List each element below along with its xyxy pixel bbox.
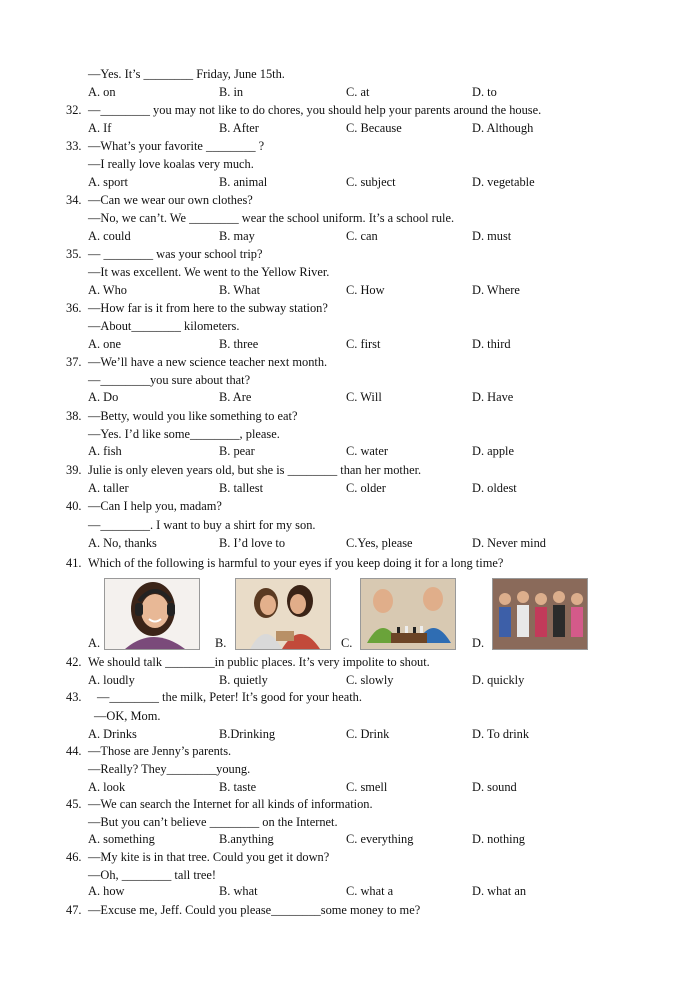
boys-playing-chess-photo <box>360 578 456 650</box>
option-d: D. Although <box>472 121 534 135</box>
option-d: D. to <box>472 85 497 99</box>
option-c: C.Yes, please <box>346 536 413 550</box>
option-b: B. After <box>219 121 259 135</box>
option-d: D. vegetable <box>472 175 535 189</box>
option-c: C. smell <box>346 780 388 794</box>
question-number: 37. <box>66 355 82 369</box>
option-a: A. Who <box>88 283 128 297</box>
option-b: B. Are <box>219 390 252 404</box>
option-a-label: A. <box>88 636 101 650</box>
option-c: C. subject <box>346 175 396 189</box>
option-c: C. everything <box>346 832 414 846</box>
option-c: C. older <box>346 481 386 495</box>
option-d: D. Never mind <box>472 536 546 550</box>
question-number: 40. <box>66 499 82 513</box>
option-a: A. look <box>88 780 126 794</box>
option-b-label: B. <box>215 636 227 650</box>
option-a: A. on <box>88 85 116 99</box>
option-a: A. fish <box>88 444 122 458</box>
option-a: A. Drinks <box>88 727 137 741</box>
option-a: A. taller <box>88 481 129 495</box>
option-c: C. Will <box>346 390 382 404</box>
option-c-label: C. <box>341 636 353 650</box>
option-b: B. tallest <box>219 481 264 495</box>
option-c: C. first <box>346 337 381 351</box>
option-d: D. nothing <box>472 832 526 846</box>
option-a: A. No, thanks <box>88 536 157 550</box>
question-number: 43. <box>66 690 82 704</box>
option-c: C. Because <box>346 121 402 135</box>
question-number: 34. <box>66 193 82 207</box>
option-d: D. quickly <box>472 673 525 687</box>
option-c: C. Drink <box>346 727 390 741</box>
question-number: 39. <box>66 463 82 477</box>
girl-with-headphones-photo <box>104 578 200 650</box>
question-number: 32. <box>66 103 82 117</box>
option-a: A. If <box>88 121 112 135</box>
option-b: B. animal <box>219 175 268 189</box>
option-a: A. how <box>88 884 125 898</box>
option-c: C. water <box>346 444 388 458</box>
question-number: 44. <box>66 744 82 758</box>
question-number: 33. <box>66 139 82 153</box>
option-b: B. in <box>219 85 244 99</box>
option-b: B. three <box>219 337 259 351</box>
question-number: 41. <box>66 556 82 570</box>
option-c: C. can <box>346 229 378 243</box>
option-b: B.Drinking <box>219 727 276 741</box>
option-b: B. may <box>219 229 255 243</box>
question-number: 45. <box>66 797 82 811</box>
option-b: B.anything <box>219 832 274 846</box>
question-number: 47. <box>66 903 82 917</box>
friends-chatting-photo <box>235 578 331 650</box>
option-c: C. slowly <box>346 673 394 687</box>
question-number: 38. <box>66 409 82 423</box>
option-a: A. loudly <box>88 673 135 687</box>
option-b: B. pear <box>219 444 255 458</box>
option-a: A. sport <box>88 175 128 189</box>
option-d: D. must <box>472 229 512 243</box>
option-d: D. third <box>472 337 511 351</box>
option-d: D. To drink <box>472 727 530 741</box>
option-c: C. at <box>346 85 370 99</box>
option-d: D. what an <box>472 884 527 898</box>
question-number: 35. <box>66 247 82 261</box>
question-number: 36. <box>66 301 82 315</box>
option-a: A. one <box>88 337 122 351</box>
option-d: D. sound <box>472 780 517 794</box>
option-a: A. could <box>88 229 131 243</box>
option-b: B. taste <box>219 780 257 794</box>
option-a: A. something <box>88 832 155 846</box>
option-c: C. what a <box>346 884 394 898</box>
exam-page: —Yes. It’s ________ Friday, June 15th. A. on B. in C. at D. to 32. —________ you may not like to do chores, you should help your parents around the house. A. If B. After C. Because D. Although 33. —What’s your favorite ________ ? —I really love koalas very much. A. sport B. animal C. subject D. vegetable 34. —Can we wear our own clothes? —No, we can’t. We ________ wear the school uniform. It’s a school rule. A. could B. may C. can D. must 35. — ________ was your school trip? —It was excellent. We went to the Yellow River. A. Who B. What C. How D. Where 36. —How far is it from here to the subway station? —About________ kilometers. A. one B. three C. first D. third 37. —We’ll have a new science teacher next month. —________you sure about that? A. Do B. Are C. Will D. Have 38. —Betty, would you like something to eat? —Yes. I’d like some________, please. A. fish B. pear C. water D. apple 39. Julie is only eleven years old, but she is ________ than her mother. A. taller B. tallest C. older D. oldest 40. —Can I help you, madam? —________. I want to buy a shirt for my son. A. No, thanks B. I’d love to C.Yes, please D. Never mind 41. Which of the following is harmful to your eyes if you keep doing it for a long time? A. B. C. D. 42. We should talk ________in public places. It’s very impolite to shout. A. loudly B. quietly C. slowly D. quickly 43. —________ the milk, Peter! It’s good for your heath. —OK, Mom. A. Drinks B.Drinking C. Drink D. To drink 44. —Those are Jenny’s parents. —Really? They________young. A. look B. taste C. smell D. sound 45. —We can search the Internet for all kinds of information. —But you can’t believe ________ on the Internet. A. something B.anything C. everything D. nothing 46. —My kite is in that tree. Could you get it down? —Oh, ________ tall tree! A. how B. what C. what a D. what an 47. —Excuse me, Jeff. Could you please________some money to me? <box>0 0 696 983</box>
option-b: B. I’d love to <box>219 536 286 550</box>
option-b: B. What <box>219 283 261 297</box>
question-number: 46. <box>66 850 82 864</box>
option-a: A. Do <box>88 390 119 404</box>
option-c: C. How <box>346 283 385 297</box>
option-b: B. what <box>219 884 258 898</box>
option-d: D. Where <box>472 283 520 297</box>
option-d-label: D. <box>472 636 485 650</box>
option-d: D. apple <box>472 444 514 458</box>
question-number: 42. <box>66 655 82 669</box>
girls-using-phones-photo <box>492 578 588 650</box>
option-b: B. quietly <box>219 673 268 687</box>
option-d: D. oldest <box>472 481 517 495</box>
option-d: D. Have <box>472 390 514 404</box>
